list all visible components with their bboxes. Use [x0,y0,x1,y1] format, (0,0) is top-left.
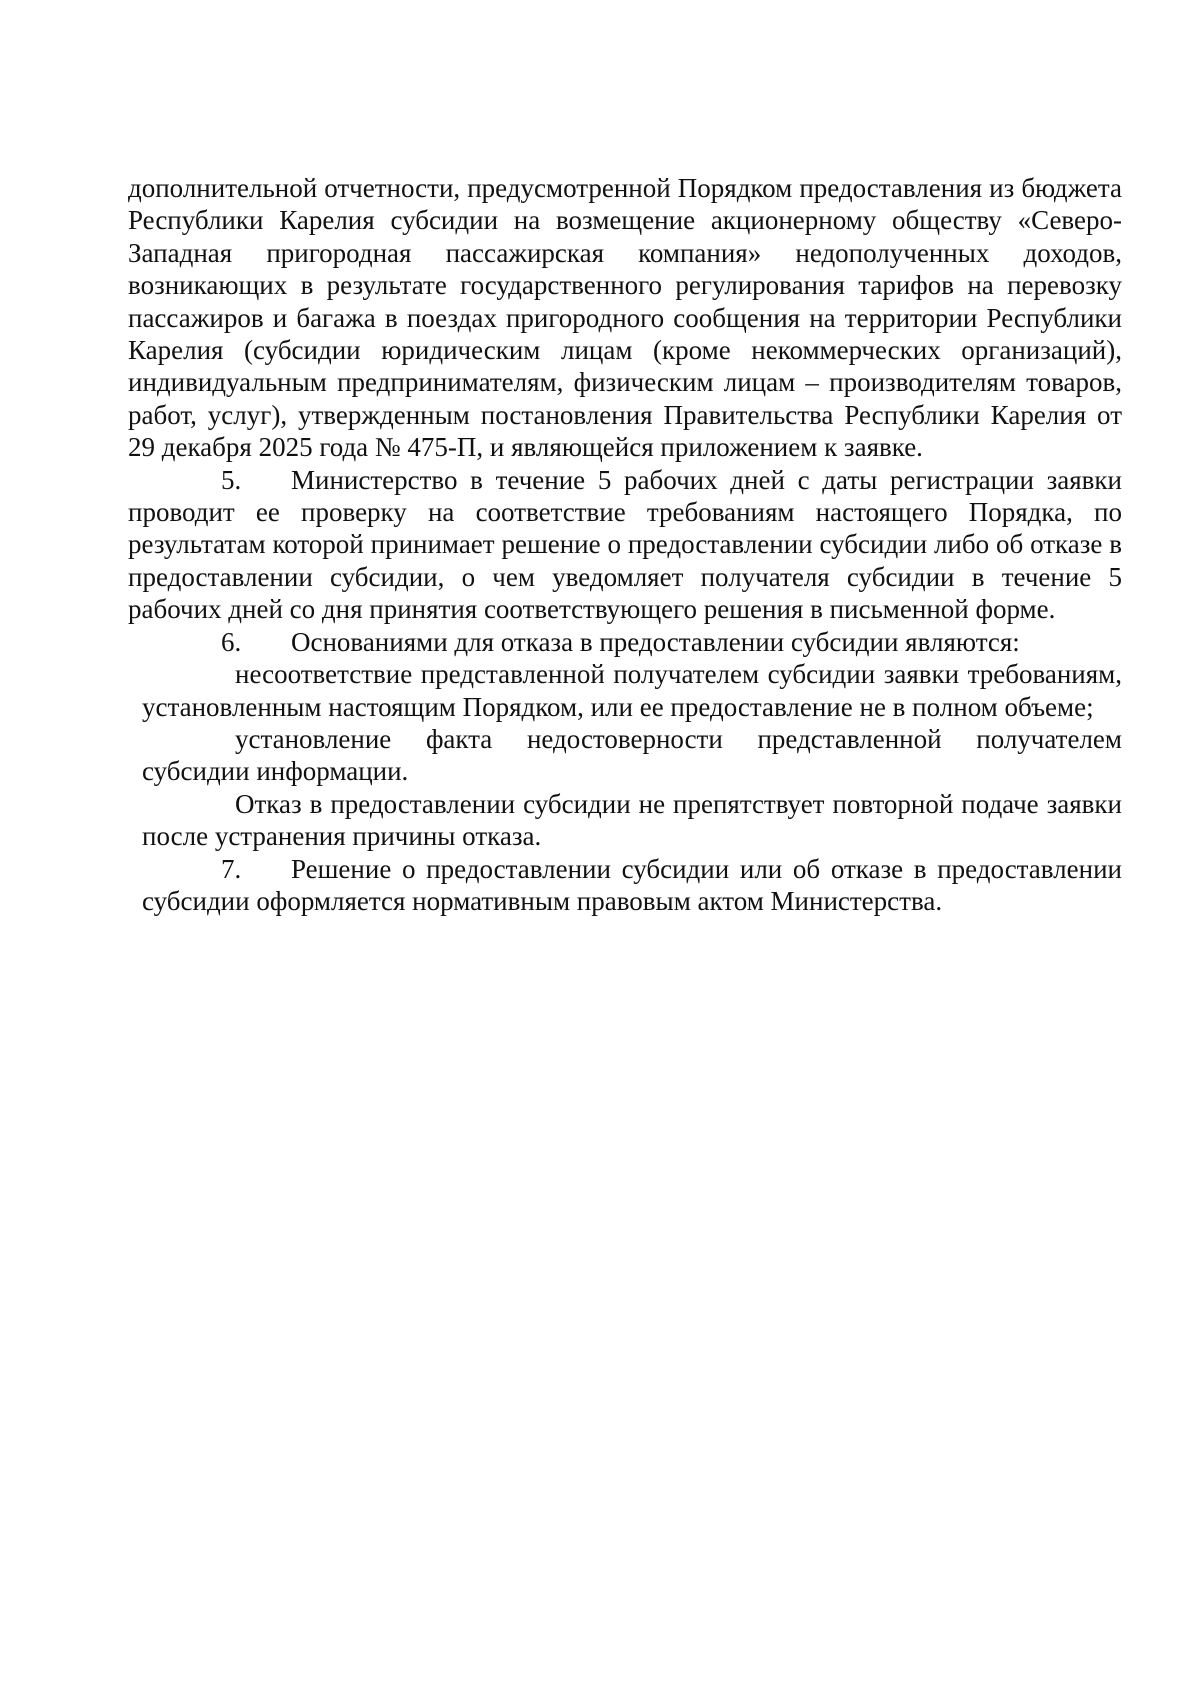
item-6-reason-2: установление факта недостоверности представленной получателем субсидии информации. [142,723,1122,787]
item-7-paragraph [142,853,1122,918]
item-6-reason-1: несоответствие представленной получателем субсидии заявки требованиям, установленным настоящим Порядком, или ее предоставление не в полном объеме; [142,659,1122,722]
item-5-text: Министерство в течение 5 рабочих дней с даты регистрации заявки проводит ее проверку на соответствие требованиям настоящего Порядка, по результатам которой принимает решение о предоставлении субсидии либо об отказе в предоставлении субсидии, о чем уведомляет получателя субсидии в течение 5 рабочих дней со дня принятия соответствующего решения в письменной форме. [128,464,1122,625]
item-7-text: Решение о предоставлении субсидии или об отказе в предоставлении субсидии оформляется нормативным правовым актом Министерства. [142,853,1122,916]
item-5-paragraph [128,464,1122,626]
item-5-number: 5. [221,464,242,495]
intro-paragraph: дополнительной отчетности, предусмотренной Порядком предоставления из бюджета Республики Карелия субсидии на возмещение акционерному обществу «Северо-Западная пригородная пассажирская компания» недополученных доходов, возникающих в результате государственного регулирования тарифов на перевозку пассажиров и багажа в поездах пригородного сообщения на территории Республики Карелия (субсидии юридическим лицам (кроме некоммерческих организаций), индивидуальным предпринимателям, физическим лицам – производителям товаров, работ, услуг), утвержденным постановления Правительства Республики Карелия от 29 декабря 2025 года № 475-П, и являющейся приложением к заявке. [128,173,1122,463]
item-6-note: Отказ в предоставлении субсидии не препятствует повторной подаче заявки после устранения причины отказа. [142,788,1122,852]
item-7-number: 7. [221,853,242,884]
document-body [128,172,1122,917]
item-6-text: Основаниями для отказа в предоставлении субсидии являются: [291,626,1020,657]
item-6-number: 6. [221,626,242,657]
item-6-details [142,658,1122,917]
item-6-paragraph [128,626,1122,658]
